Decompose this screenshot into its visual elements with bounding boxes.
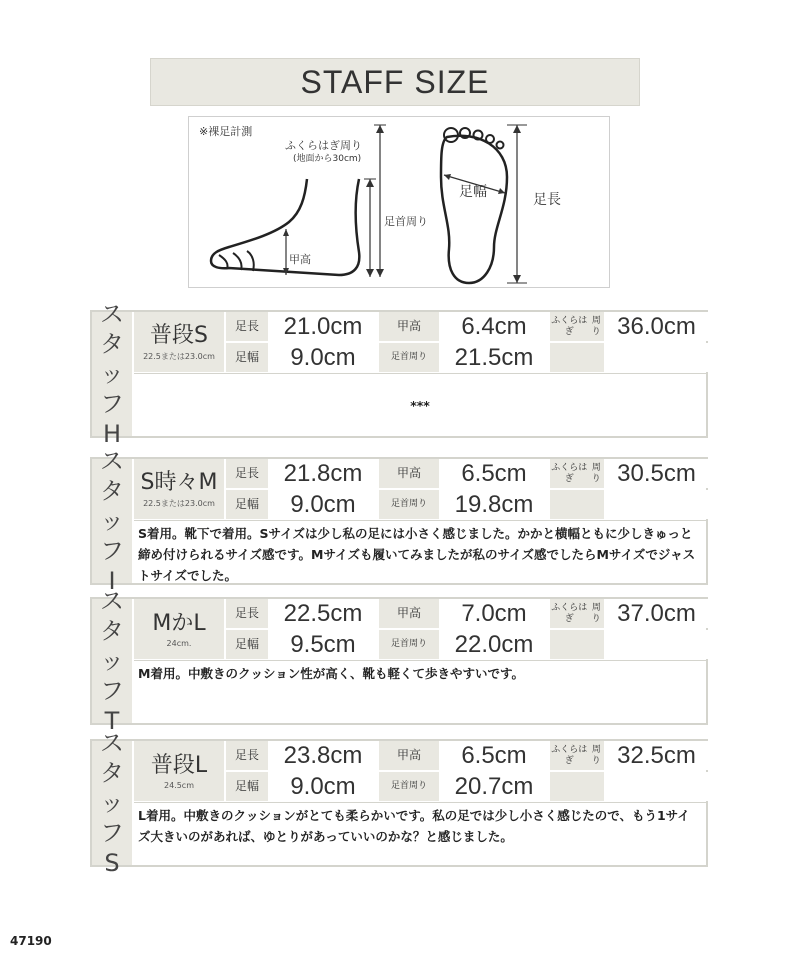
length-header-text: 足長 xyxy=(234,319,259,333)
staff-name-char: タ xyxy=(100,617,124,645)
staff-name-char: ッ xyxy=(100,360,124,388)
staff-comment: L着用。中敷きのクッションがとても柔らかいです。私の足では少し小さく感じたので、もう1サイズ大きいのがあれば、ゆとりがあっていいのかな？と感じました。 xyxy=(134,802,706,865)
empty-cell xyxy=(605,630,708,659)
usual-size-label: S時々M xyxy=(140,469,218,495)
width-header-text: 足幅 xyxy=(234,637,259,651)
staff-name xyxy=(92,300,132,448)
ankle-label: 足首周り xyxy=(384,215,428,228)
calf-header-line2: 周り xyxy=(591,744,601,766)
calf-value: 37.0cm xyxy=(605,599,708,628)
calf-header-line2: 周り xyxy=(591,315,601,337)
calf-header xyxy=(550,599,604,628)
width-header xyxy=(226,343,268,372)
length-header-text: 足長 xyxy=(234,606,259,620)
instep-header-text: 甲高 xyxy=(396,606,421,620)
length-header xyxy=(226,599,268,628)
instep-label: 甲高 xyxy=(289,253,311,266)
length-header xyxy=(226,459,268,488)
staff-name-char: フ xyxy=(100,819,124,847)
ankle-value: 22.0cm xyxy=(440,630,548,659)
ankle-header-text: 足首周り xyxy=(390,352,427,362)
instep-header-text: 甲高 xyxy=(396,319,421,333)
ankle-header-text: 足首周り xyxy=(390,781,427,791)
empty-cell xyxy=(605,772,708,801)
calf-header-line1: ふくらはぎ xyxy=(551,462,588,484)
length-header xyxy=(226,312,268,341)
ankle-value: 20.7cm xyxy=(440,772,548,801)
length-header xyxy=(226,741,268,770)
calf-value: 36.0cm xyxy=(605,312,708,341)
staff-name xyxy=(92,447,132,595)
staff-comment: S着用。靴下で着用。Sサイズは少し私の足には小さく感じました。かかと横幅ともに少しきゅっと締め付けられるサイズ感です。Mサイズも履いてみましたが私のサイズ感でしたらMサイズでジャストサイズでした。 xyxy=(134,520,706,583)
ankle-header xyxy=(379,490,439,519)
staff-comment: *** xyxy=(134,373,706,436)
staff-card xyxy=(90,729,708,877)
staff-name-char: フ xyxy=(100,677,124,705)
usual-size-label: MかL xyxy=(152,610,206,636)
product-code: 47190 xyxy=(10,934,52,948)
length-value: 23.8cm xyxy=(269,741,377,770)
width-header xyxy=(226,772,268,801)
staff-name-char: ッ xyxy=(100,647,124,675)
usual-size-label: 普段L xyxy=(150,752,208,778)
staff-name-char: フ xyxy=(100,390,124,418)
calf-header-line1: ふくらはぎ xyxy=(551,315,588,337)
width-header-text: 足幅 xyxy=(234,497,259,511)
staff-name-char: ス xyxy=(100,447,124,475)
staff-card xyxy=(90,300,708,448)
instep-header-text: 甲高 xyxy=(396,748,421,762)
barefoot-note: ※裸足計測 xyxy=(199,125,253,138)
calf-sublabel: (地面から30cm) xyxy=(293,154,362,164)
ankle-header xyxy=(379,343,439,372)
usual-size-note: 24cm. xyxy=(166,638,192,648)
staff-name-char: I xyxy=(108,567,116,595)
length-value: 21.0cm xyxy=(269,312,377,341)
staff-card xyxy=(90,447,708,595)
length-header-text: 足長 xyxy=(234,748,259,762)
instep-header xyxy=(379,312,439,341)
width-value: 9.0cm xyxy=(269,343,377,372)
width-label: 足幅 xyxy=(459,184,487,200)
length-label: 足長 xyxy=(533,192,561,208)
length-value: 21.8cm xyxy=(269,459,377,488)
empty-cell xyxy=(605,343,708,372)
instep-value: 7.0cm xyxy=(440,599,548,628)
width-value: 9.0cm xyxy=(269,772,377,801)
usual-size-label: 普段S xyxy=(150,322,208,348)
calf-header-line2: 周り xyxy=(591,462,601,484)
staff-name-char: ス xyxy=(100,300,124,328)
staff-name-char: ッ xyxy=(100,507,124,535)
ankle-value: 21.5cm xyxy=(440,343,548,372)
empty-cell xyxy=(550,343,604,372)
calf-header-line2: 周り xyxy=(591,602,601,624)
calf-value: 30.5cm xyxy=(605,459,708,488)
staff-comment: M着用。中敷きのクッション性が高く、靴も軽くて歩きやすいです。 xyxy=(134,660,706,723)
measurement-diagram xyxy=(188,116,610,288)
length-value: 22.5cm xyxy=(269,599,377,628)
staff-name-char: ッ xyxy=(100,789,124,817)
calf-label: ふくらはぎ周り xyxy=(285,139,362,152)
staff-name-char: H xyxy=(102,420,122,448)
width-header-text: 足幅 xyxy=(234,350,259,364)
width-header xyxy=(226,630,268,659)
calf-header xyxy=(550,741,604,770)
ankle-value: 19.8cm xyxy=(440,490,548,519)
staff-name-char: タ xyxy=(100,330,124,358)
usual-size xyxy=(134,459,224,519)
staff-card xyxy=(90,587,708,735)
instep-value: 6.5cm xyxy=(440,459,548,488)
usual-size-note: 22.5または23.0cm xyxy=(143,498,215,508)
instep-value: 6.4cm xyxy=(440,312,548,341)
width-value: 9.0cm xyxy=(269,490,377,519)
empty-cell xyxy=(550,772,604,801)
instep-header xyxy=(379,459,439,488)
staff-name-char: S xyxy=(104,849,120,877)
ankle-header xyxy=(379,630,439,659)
calf-value: 32.5cm xyxy=(605,741,708,770)
empty-cell xyxy=(550,630,604,659)
ankle-header-text: 足首周り xyxy=(390,639,427,649)
ankle-header xyxy=(379,772,439,801)
staff-name-char: フ xyxy=(100,537,124,565)
width-header-text: 足幅 xyxy=(234,779,259,793)
instep-header xyxy=(379,741,439,770)
width-header xyxy=(226,490,268,519)
staff-name xyxy=(92,587,132,735)
page-title: STAFF SIZE xyxy=(150,58,640,106)
staff-name-char: タ xyxy=(100,477,124,505)
width-value: 9.5cm xyxy=(269,630,377,659)
empty-cell xyxy=(605,490,708,519)
instep-header xyxy=(379,599,439,628)
length-header-text: 足長 xyxy=(234,466,259,480)
staff-name-char: タ xyxy=(100,759,124,787)
staff-name xyxy=(92,729,132,877)
instep-header-text: 甲高 xyxy=(396,466,421,480)
calf-header-line1: ふくらはぎ xyxy=(551,744,588,766)
usual-size xyxy=(134,741,224,801)
calf-header-line1: ふくらはぎ xyxy=(551,602,588,624)
usual-size-note: 22.5または23.0cm xyxy=(143,351,215,361)
empty-cell xyxy=(550,490,604,519)
staff-name-char: ス xyxy=(100,729,124,757)
staff-name-char: T xyxy=(104,707,120,735)
usual-size xyxy=(134,599,224,659)
usual-size-note: 24.5cm xyxy=(163,780,194,790)
usual-size xyxy=(134,312,224,372)
calf-header xyxy=(550,459,604,488)
instep-value: 6.5cm xyxy=(440,741,548,770)
staff-name-char: ス xyxy=(100,587,124,615)
ankle-header-text: 足首周り xyxy=(390,499,427,509)
calf-header xyxy=(550,312,604,341)
